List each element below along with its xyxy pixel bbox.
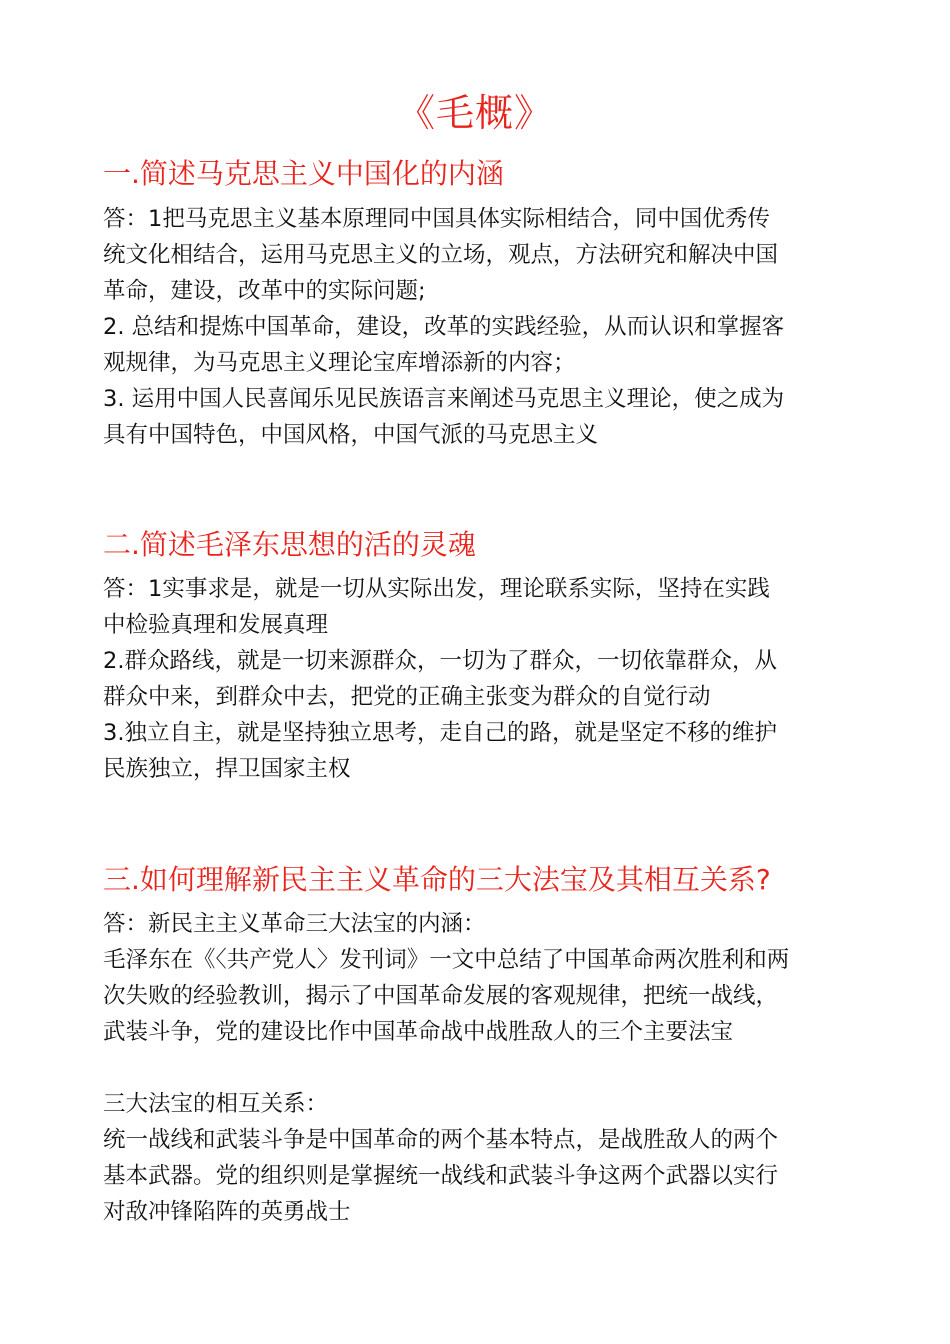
answer-line: 毛泽东在《〈共产党人〉发刊词》一文中总结了中国革命两次胜利和两 bbox=[103, 947, 790, 973]
answer-line: 答：1把马克思主义基本原理同中国具体实际相结合，同中国优秀传 bbox=[103, 206, 770, 232]
answer-line: 2. 总结和提炼中国革命，建设，改革的实践经验，从而认识和掌握客 bbox=[103, 314, 785, 340]
answer-line: 统一战线和武装斗争是中国革命的两个基本特点，是战胜敌人的两个 bbox=[103, 1127, 779, 1153]
answer-line: 革命，建设，改革中的实际问题; bbox=[103, 278, 426, 304]
answer-line: 对敌冲锋陷阵的英勇战士 bbox=[103, 1199, 351, 1225]
document-title: 《毛概》 bbox=[396, 91, 553, 135]
section-heading: 三.如何理解新民主主义革命的三大法宝及其相互关系? bbox=[103, 863, 771, 896]
answer-line: 武装斗争，党的建设比作中国革命战中战胜敌人的三个主要法宝 bbox=[103, 1019, 734, 1045]
paragraph-gap bbox=[103, 1050, 863, 1086]
section-1 bbox=[103, 154, 863, 453]
answer-line: 具有中国特色，中国风格，中国气派的马克思主义 bbox=[103, 422, 599, 448]
answer-line: 答：新民主主义革命三大法宝的内涵： bbox=[103, 911, 486, 937]
answer-line: 民族独立，捍卫国家主权 bbox=[103, 756, 351, 782]
answer-line: 三大法宝的相互关系： bbox=[103, 1091, 329, 1117]
section-2 bbox=[103, 525, 863, 787]
answer-line: 观规律，为马克思主义理论宝库增添新的内容； bbox=[103, 350, 576, 376]
answer-line: 群众中来，到群众中去，把党的正确主张变为群众的自觉行动 bbox=[103, 684, 711, 710]
answer-line: 次失败的经验教训，揭示了中国革命发展的客观规律，把统一战线， bbox=[103, 983, 779, 1009]
answer-line: 基本武器。党的组织则是掌握统一战线和武装斗争这两个武器以实行 bbox=[103, 1163, 779, 1189]
section-heading: 一.简述马克思主义中国化的内涵 bbox=[103, 157, 504, 190]
answer-line: 3.独立自主，就是坚持独立思考，走自己的路，就是坚定不移的维护 bbox=[103, 720, 777, 746]
answer-line: 统文化相结合，运用马克思主义的立场，观点，方法研究和解决中国 bbox=[103, 242, 779, 268]
answer-line: 2.群众路线，就是一切来源群众，一切为了群众，一切依靠群众，从 bbox=[103, 648, 777, 674]
answer-line: 答：1实事求是，就是一切从实际出发，理论联系实际，坚持在实践 bbox=[103, 576, 770, 602]
answer-line: 中检验真理和发展真理 bbox=[103, 612, 329, 638]
section-heading: 二.简述毛泽东思想的活的灵魂 bbox=[103, 528, 476, 561]
answer-line: 3. 运用中国人民喜闻乐见民族语言来阐述马克思主义理论，使之成为 bbox=[103, 386, 785, 412]
section-3 bbox=[103, 860, 863, 1230]
